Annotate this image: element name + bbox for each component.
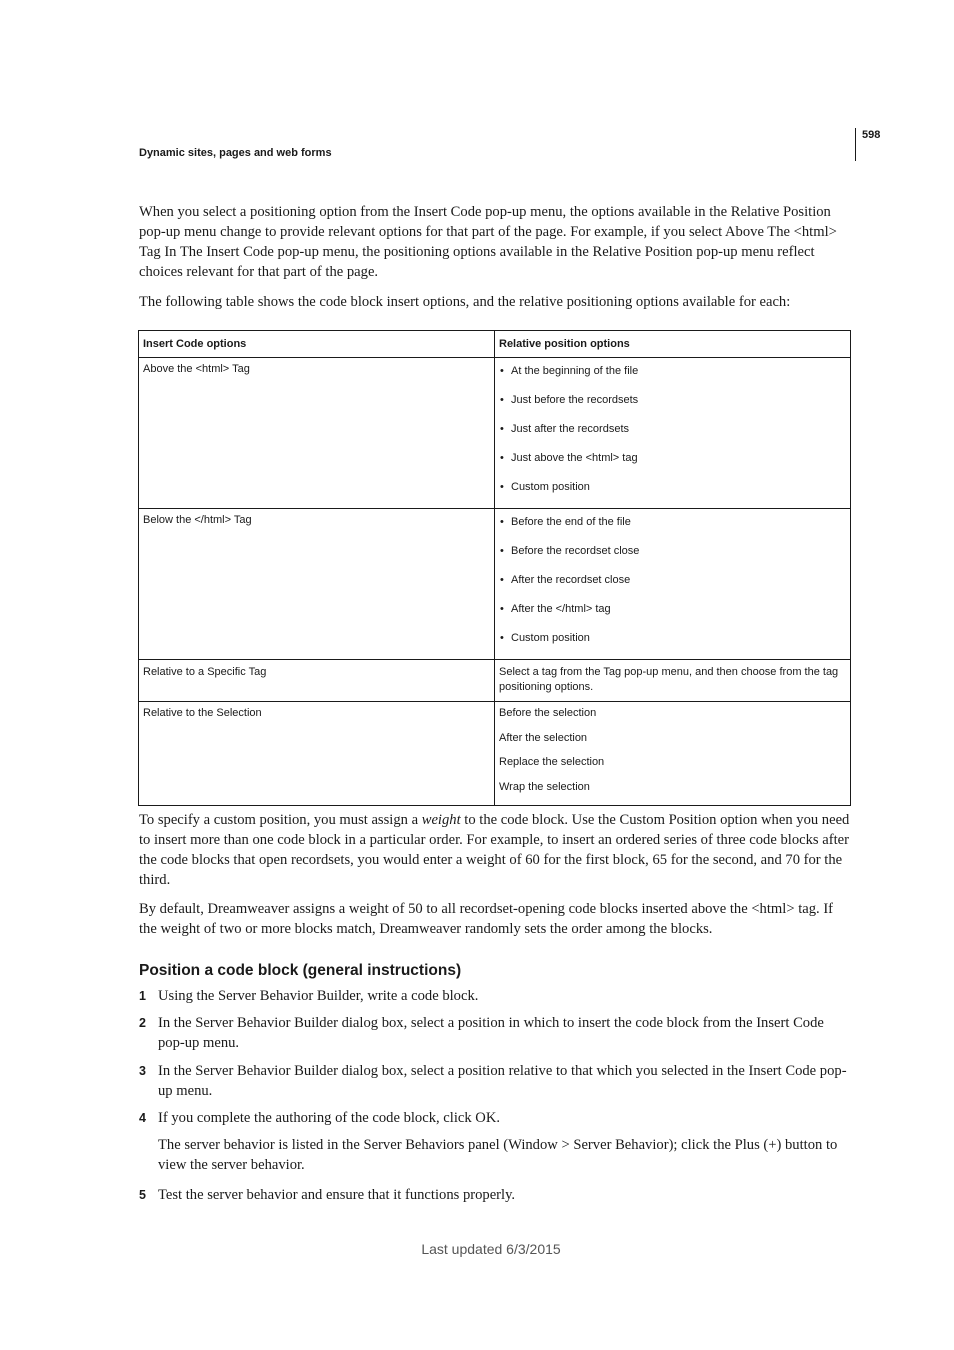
table-row [139, 660, 851, 702]
step-number: 1 [139, 989, 146, 1003]
step-number: 3 [139, 1064, 146, 1078]
position-item: • Custom position [499, 630, 846, 659]
step-item [139, 986, 851, 1006]
insert-code-option-cell: Above the <html> Tag [139, 358, 495, 509]
position-item: • Before the recordset close [499, 543, 846, 572]
step-number: 4 [139, 1111, 146, 1125]
column-header-relative-position: Relative position options [495, 331, 851, 358]
position-list [499, 514, 846, 659]
page-number: 598 [862, 129, 881, 141]
table-row [139, 358, 851, 509]
insert-code-option-cell: Below the </html> Tag [139, 509, 495, 660]
intro-paragraph-1: When you select a positioning option from the Insert Code pop-up menu, the options available in the Relative Position pop-up menu change to provide relevant options for that part of the page. For example, if you select Above The <html> Tag In The Insert Code pop-up menu, the positioning options available in the Relative Position pop-up menu reflect choices relevant for that part of the page. [139, 204, 837, 280]
step-text: Using the Server Behavior Builder, write a code block. [158, 988, 479, 1004]
position-item: Wrap the selection [499, 780, 590, 793]
step-item [139, 1108, 851, 1128]
custom-position-paragraph [139, 810, 851, 890]
page-number-rule [855, 128, 856, 161]
intro-paragraph-2: The following table shows the code block insert options, and the relative positioning options available for each: [139, 294, 791, 310]
step-text: If you complete the authoring of the code block, click OK. [158, 1110, 501, 1126]
position-item: • Just above the <html> tag [499, 450, 846, 479]
relative-position-cell: Select a tag from the Tag pop-up menu, and then choose from the tag positioning options. [495, 660, 851, 702]
emphasis-weight: weight [421, 812, 461, 828]
position-item: • Just after the recordsets [499, 421, 846, 450]
column-header-insert-code: Insert Code options [139, 331, 495, 358]
section-heading: Position a code block (general instructions) [139, 962, 462, 979]
paragraph-text: To specify a custom position, you must assign a [139, 812, 422, 828]
position-item: • After the </html> tag [499, 601, 846, 630]
table-row [139, 509, 851, 660]
step-note: The server behavior is listed in the Server Behaviors panel (Window > Server Behavior); click the Plus (+) button to view the server behavior. [158, 1137, 838, 1173]
relative-position-cell [495, 509, 851, 660]
position-item: Replace the selection [499, 756, 605, 768]
last-updated-footer: Last updated 6/3/2015 [421, 1241, 561, 1257]
position-item: • Just before the recordsets [499, 392, 846, 421]
step-item [139, 1185, 851, 1205]
position-item: • Before the end of the file [499, 514, 846, 543]
step-number: 5 [139, 1188, 146, 1202]
default-weight-paragraph: By default, Dreamweaver assigns a weight of 50 to all recordset-opening code blocks inserted above the <html> tag. If the weight of two or more blocks match, Dreamweaver randomly sets the order among the blocks. [139, 901, 834, 937]
relative-position-cell [495, 358, 851, 509]
insert-code-option-cell: Relative to the Selection [139, 702, 495, 806]
step-item [139, 1061, 851, 1101]
relative-position-cell [495, 702, 851, 806]
position-list [499, 707, 846, 805]
position-list [499, 363, 846, 508]
position-item: • Custom position [499, 479, 846, 508]
position-item: After the selection [499, 731, 588, 744]
position-item: Before the selection [499, 707, 597, 719]
step-text: In the Server Behavior Builder dialog box, select a position relative to that which you selected in the Insert Code pop-up menu. [158, 1063, 847, 1099]
paragraph-text: to the code block. Use the Custom Position option when you need to insert more than one code block in a particular order. For example, to insert an ordered series of three code blocks after the code blocks that open recordsets, you would enter a weight of 60 for the first block, 65 for the second, and 70 for the third. [139, 812, 850, 888]
step-text: In the Server Behavior Builder dialog box, select a position in which to insert the code block from the Insert Code pop-up menu. [158, 1015, 824, 1051]
step-item [139, 1013, 851, 1053]
position-item: • After the recordset close [499, 572, 846, 601]
step-text: Test the server behavior and ensure that it functions properly. [158, 1187, 516, 1203]
insert-code-options-table [138, 330, 851, 806]
position-item: • At the beginning of the file [499, 363, 846, 392]
insert-code-option-cell: Relative to a Specific Tag [139, 660, 495, 702]
step-number: 2 [139, 1016, 146, 1030]
table-header-row [139, 331, 851, 358]
running-head: Dynamic sites, pages and web forms [139, 147, 332, 159]
table-row [139, 702, 851, 806]
